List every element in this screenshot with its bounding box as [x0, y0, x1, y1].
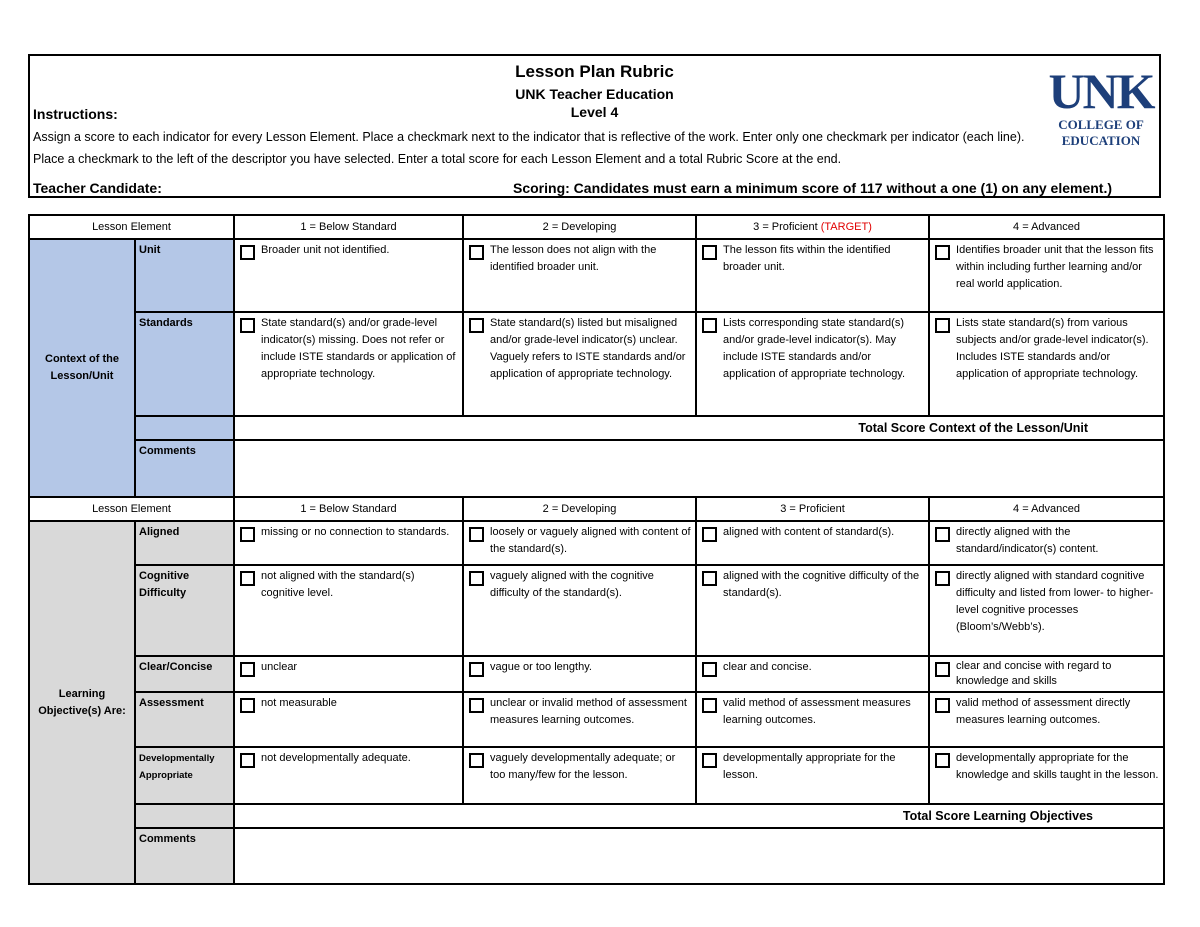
- descriptor-cell: [234, 239, 463, 312]
- section1-header-row: [29, 215, 1164, 239]
- table-row: [29, 312, 1164, 416]
- checkbox[interactable]: [935, 662, 950, 677]
- comments-row: [29, 440, 1164, 497]
- descriptor-text: developmentally appropriate for the knowledge and skills taught in the lesson.: [956, 752, 1159, 781]
- page-title: Lesson Plan Rubric: [515, 62, 674, 81]
- descriptor-text: vague or too lengthy.: [490, 661, 592, 673]
- header-below-standard: 1 = Below Standard: [234, 215, 463, 239]
- descriptor-cell: [929, 692, 1164, 747]
- descriptor-text: State standard(s) and/or grade-level indicator(s) missing. Does not refer or include ISTE standards or application of appropriate technology.: [261, 317, 456, 380]
- descriptor-cell: [696, 692, 929, 747]
- table-row: [29, 747, 1164, 804]
- logo-wordmark: UNK: [1048, 63, 1154, 119]
- descriptor-cell: [929, 312, 1164, 416]
- descriptor-cell: [929, 239, 1164, 312]
- descriptor-cell: [696, 747, 929, 804]
- descriptor-text: State standard(s) listed but misaligned and/or grade-level indicator(s) unclear. Vaguely refers to ISTE standards and/or application of appropriate technology.: [490, 317, 686, 380]
- comments-row: [29, 828, 1164, 884]
- header-lesson-element: Lesson Element: [29, 215, 234, 239]
- element-blank: [135, 416, 234, 440]
- header-box: [28, 54, 1161, 198]
- descriptor-cell: [463, 239, 696, 312]
- logo-line-1: COLLEGE OF: [1058, 117, 1144, 132]
- checkbox[interactable]: [935, 753, 950, 768]
- descriptor-cell: [696, 312, 929, 416]
- element-cognitive-difficulty: Cognitive Difficulty: [135, 565, 234, 656]
- descriptor-text: directly aligned with the standard/indicator(s) content.: [956, 526, 1099, 555]
- descriptor-text: unclear: [261, 661, 298, 673]
- checkbox[interactable]: [702, 753, 717, 768]
- descriptor-text: aligned with the cognitive difficulty of the standard(s).: [723, 570, 920, 599]
- descriptor-cell: [929, 565, 1164, 656]
- checkbox[interactable]: [469, 245, 484, 260]
- descriptor-text: valid method of assessment directly measures learning outcomes.: [956, 697, 1131, 726]
- descriptor-text: Lists state standard(s) from various subjects and/or grade-level indicator(s). Includes ISTE standards and/or application of appropriate technology.: [956, 317, 1149, 380]
- descriptor-cell: [463, 692, 696, 747]
- descriptor-text: not measurable: [261, 697, 337, 709]
- descriptor-cell: [234, 747, 463, 804]
- element-clear-concise: Clear/Concise: [135, 656, 234, 692]
- descriptor-text: clear and concise with regard to knowledge and skills: [956, 660, 1112, 687]
- total-row: [29, 804, 1164, 828]
- descriptor-cell: [929, 656, 1164, 692]
- checkbox[interactable]: [702, 245, 717, 260]
- descriptor-cell: [696, 656, 929, 692]
- checkbox[interactable]: [240, 571, 255, 586]
- checkbox[interactable]: [469, 571, 484, 586]
- element-standards: Standards: [135, 312, 234, 416]
- table-row: [29, 239, 1164, 312]
- descriptor-cell: [463, 312, 696, 416]
- element-assessment: Assessment: [135, 692, 234, 747]
- comments-field[interactable]: [234, 440, 1164, 497]
- unk-logo: [1046, 63, 1156, 156]
- checkbox[interactable]: [469, 662, 484, 677]
- rubric-table: [28, 214, 1165, 885]
- checkbox[interactable]: [469, 527, 484, 542]
- descriptor-cell: [463, 521, 696, 565]
- descriptor-text: Broader unit not identified.: [261, 244, 390, 256]
- instructions-label: Instructions:: [33, 106, 118, 122]
- descriptor-cell: [463, 656, 696, 692]
- descriptor-text: The lesson fits within the identified broader unit.: [723, 244, 891, 273]
- checkbox[interactable]: [240, 753, 255, 768]
- checkbox[interactable]: [702, 698, 717, 713]
- descriptor-cell: [234, 312, 463, 416]
- checkbox[interactable]: [702, 662, 717, 677]
- descriptor-cell: [929, 521, 1164, 565]
- descriptor-cell: [463, 747, 696, 804]
- section2-header-row: [29, 497, 1164, 521]
- descriptor-cell: [463, 565, 696, 656]
- checkbox[interactable]: [935, 698, 950, 713]
- descriptor-cell: [234, 521, 463, 565]
- checkbox[interactable]: [240, 698, 255, 713]
- header-developing: 2 = Developing: [463, 215, 696, 239]
- table-row: [29, 656, 1164, 692]
- checkbox[interactable]: [935, 245, 950, 260]
- element-unit: Unit: [135, 239, 234, 312]
- descriptor-text: Identifies broader unit that the lesson fits within including further learning and/or real world application.: [956, 244, 1154, 290]
- descriptor-text: missing or no connection to standards.: [261, 526, 450, 538]
- header-proficient: 3 = Proficient: [696, 497, 929, 521]
- table-row: [29, 521, 1164, 565]
- descriptor-cell: [234, 692, 463, 747]
- descriptor-text: vaguely aligned with the cognitive difficulty of the standard(s).: [490, 570, 654, 599]
- scoring-note: Scoring: Candidates must earn a minimum score of 117 without a one (1) on any element.): [513, 180, 1113, 196]
- descriptor-text: directly aligned with standard cognitive difficulty and listed from lower- to higher-level cognitive processes (Bloom’s/Webb’s).: [956, 570, 1154, 633]
- descriptor-text: loosely or vaguely aligned with content of the standard(s).: [490, 526, 691, 555]
- comments-field[interactable]: [234, 828, 1164, 884]
- total-row: [29, 416, 1164, 440]
- checkbox[interactable]: [469, 318, 484, 333]
- header-below-standard: 1 = Below Standard: [234, 497, 463, 521]
- header-lesson-element: Lesson Element: [29, 497, 234, 521]
- descriptor-cell: [696, 521, 929, 565]
- checkbox[interactable]: [469, 753, 484, 768]
- header-proficient: [696, 215, 929, 239]
- target-label: (TARGET): [820, 220, 872, 233]
- header-advanced: 4 = Advanced: [929, 215, 1164, 239]
- total-score-context[interactable]: Total Score Context of the Lesson/Unit: [234, 416, 1164, 440]
- logo-line-2: EDUCATION: [1061, 133, 1141, 148]
- checkbox[interactable]: [702, 527, 717, 542]
- descriptor-text: unclear or invalid method of assessment measures learning outcomes.: [490, 697, 687, 726]
- checkbox[interactable]: [240, 527, 255, 542]
- descriptor-text: developmentally appropriate for the lesson.: [723, 752, 896, 781]
- descriptor-cell: [929, 747, 1164, 804]
- section-label-objectives: Learning Objective(s) Are:: [29, 521, 135, 884]
- header-proficient-label: 3 = Proficient: [753, 220, 818, 233]
- checkbox[interactable]: [702, 318, 717, 333]
- section-label-context: Context of the Lesson/Unit: [29, 239, 135, 497]
- total-score-objectives[interactable]: Total Score Learning Objectives: [234, 804, 1164, 828]
- instructions-text: Assign a score to each indicator for every Lesson Element. Place a checkmark next to the indicator that is reflective of the work. Enter only one checkmark per indicator (each line). Place a checkmark to the left of the descriptor you have selected. Enter a total score for each Lesson Element and a total Rubric Score at the end.: [33, 130, 1025, 166]
- teacher-candidate-label: Teacher Candidate:: [33, 180, 162, 196]
- subtitle: UNK Teacher Education: [515, 86, 674, 102]
- descriptor-text: aligned with content of standard(s).: [723, 526, 895, 538]
- element-aligned: Aligned: [135, 521, 234, 565]
- descriptor-text: not developmentally adequate.: [261, 752, 411, 764]
- descriptor-text: clear and concise.: [723, 661, 812, 673]
- element-developmentally-appropriate: Developmentally Appropriate: [135, 747, 234, 804]
- comments-label: Comments: [135, 828, 234, 884]
- descriptor-text: valid method of assessment measures learning outcomes.: [723, 697, 911, 726]
- descriptor-cell: [696, 565, 929, 656]
- table-row: [29, 565, 1164, 656]
- checkbox[interactable]: [702, 571, 717, 586]
- checkbox[interactable]: [240, 245, 255, 260]
- header-advanced: 4 = Advanced: [929, 497, 1164, 521]
- level-label: Level 4: [570, 104, 619, 120]
- checkbox[interactable]: [935, 527, 950, 542]
- checkbox[interactable]: [240, 662, 255, 677]
- checkbox[interactable]: [935, 571, 950, 586]
- checkbox[interactable]: [469, 698, 484, 713]
- comments-label: Comments: [135, 440, 234, 497]
- descriptor-cell: [696, 239, 929, 312]
- header-developing: 2 = Developing: [463, 497, 696, 521]
- descriptor-text: vaguely developmentally adequate; or too many/few for the lesson.: [490, 752, 676, 781]
- descriptor-text: not aligned with the standard(s) cognitive level.: [261, 570, 415, 599]
- descriptor-cell: [234, 565, 463, 656]
- table-row: [29, 692, 1164, 747]
- descriptor-cell: [234, 656, 463, 692]
- element-blank: [135, 804, 234, 828]
- checkbox[interactable]: [935, 318, 950, 333]
- descriptor-text: Lists corresponding state standard(s) and/or grade-level indicator(s). May include ISTE standards and/or application of appropriate technology.: [723, 317, 906, 380]
- descriptor-text: The lesson does not align with the identified broader unit.: [490, 244, 657, 273]
- checkbox[interactable]: [240, 318, 255, 333]
